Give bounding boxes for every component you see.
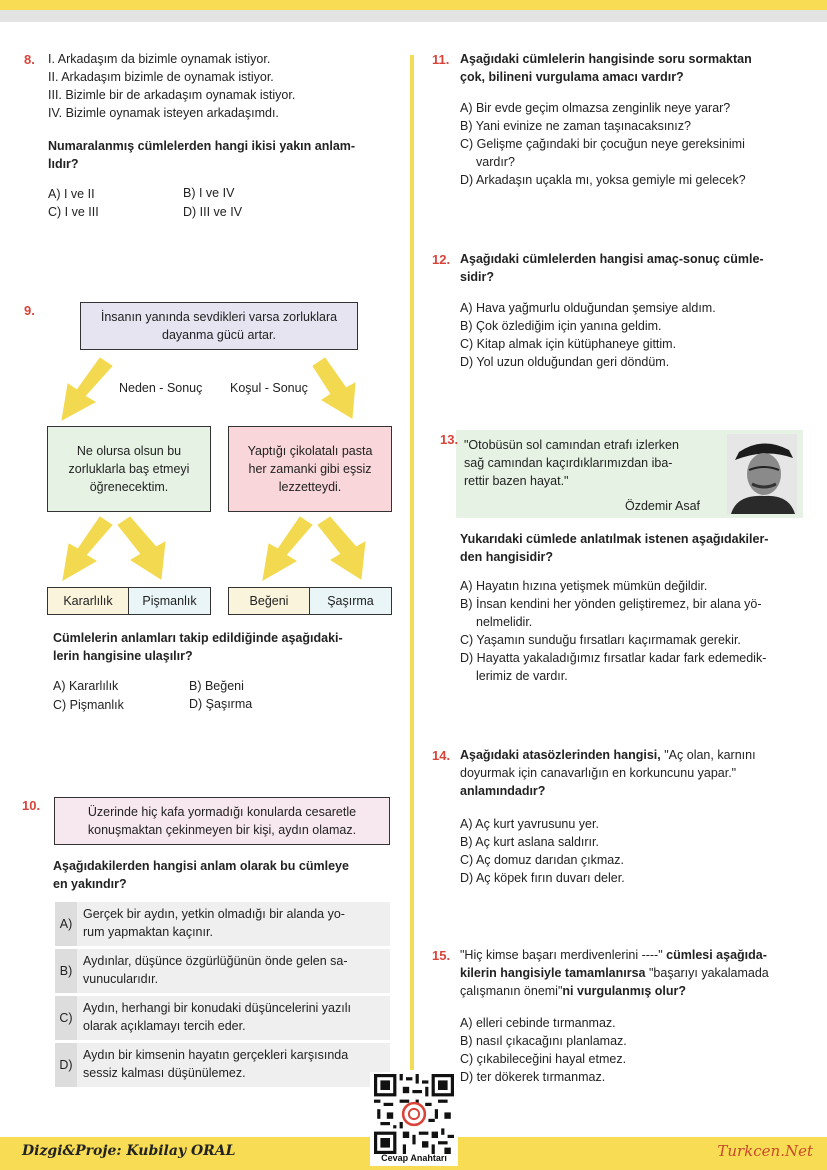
q13-quote-line-1: "Otobüsün sol camından etrafı izlerken [464, 438, 679, 452]
footer-credit: Dizgi&Proje: Kubilay ORAL [22, 1143, 236, 1159]
q11-options [460, 99, 746, 189]
q12-option-a[interactable]: A) Hava yağmurlu olduğundan şemsiye aldım. [460, 301, 716, 315]
q9-right-box-line-2: her zamanki gibi eşsiz [248, 462, 372, 476]
q14-option-c[interactable]: C) Aç domuz darıdan çıkmaz. [460, 853, 624, 867]
q9-top-box-line-1: İnsanın yanında sevdikleri varsa zorluklara [100, 310, 338, 324]
q11-option-b[interactable]: B) Yani evinize ne zaman taşınacaksınız? [460, 119, 691, 133]
q10-option-a[interactable] [55, 902, 390, 946]
q14-option-a[interactable]: A) Aç kurt yavrusunu yer. [460, 817, 599, 831]
q10-option-d-letter: D) [55, 1043, 77, 1087]
author-portrait-image [727, 434, 797, 514]
q13-question-line-2: den hangisidir? [460, 550, 554, 564]
q13-option-b-cont[interactable]: nelmelidir. [476, 615, 533, 629]
q8-option-d[interactable]: D) III ve IV [183, 205, 243, 219]
arrow-down-right-2 [118, 517, 165, 579]
q14-question-part-a: Aşağıdaki atasözlerinden hangisi, [460, 748, 661, 762]
q10-question [53, 857, 349, 893]
q9-arrows [0, 0, 410, 620]
q12-question-line-1: Aşağıdaki cümlelerden hangisi amaç-sonuç cümle- [460, 252, 764, 266]
q10-option-a-letter: A) [55, 902, 77, 946]
q10-option-b[interactable] [55, 949, 390, 993]
q9-question-line-1: Cümlelerin anlamları takip edildiğinde aşağıdaki- [53, 631, 343, 645]
q8-number: 8. [24, 52, 35, 67]
q11-number: 11. [432, 52, 450, 67]
q15-question-part-4: "başarıyı yakalamada [645, 966, 769, 980]
q13-author: Özdemir Asaf [625, 499, 701, 513]
q10-option-b-line-1: Aydınlar, düşünce özgürlüğünün önde gelen sa- [83, 954, 348, 968]
q11-question-line-1: Aşağıdaki cümlelerin hangisinde soru sormaktan [460, 52, 752, 66]
q10-option-c-line-1: Aydın, herhangi bir konudaki düşüncelerini yazılı [83, 1001, 351, 1015]
q14-options [460, 815, 625, 887]
q9-leaf-begeni: Beğeni [228, 587, 310, 615]
q9-option-b[interactable]: B) Beğeni [189, 679, 244, 693]
q15-option-a[interactable]: A) elleri cebinde tırmanmaz. [460, 1016, 616, 1030]
q10-statement-line-2: konuşmaktan çekinmeyen bir kişi, aydın olamaz. [87, 823, 357, 837]
q10-question-line-2: en yakındır? [53, 877, 127, 891]
q8-statement-3: III. Bizimle bir de arkadaşım oynamak istiyor. [48, 88, 296, 102]
q14-option-d[interactable]: D) Aç köpek fırın duvarı deler. [460, 871, 625, 885]
q10-question-line-1: Aşağıdakilerden hangisi anlam olarak bu cümleye [53, 859, 349, 873]
q9-top-box-line-2: dayanma gücü artar. [162, 328, 276, 342]
arrow-down-left-1 [62, 358, 112, 420]
q10-option-c[interactable] [55, 996, 390, 1040]
q9-right-box [228, 426, 392, 512]
q15-option-b[interactable]: B) nasıl çıkacağını planlamaz. [460, 1034, 627, 1048]
q8-option-b[interactable]: B) I ve IV [183, 186, 235, 200]
q15-option-d[interactable]: D) ter dökerek tırmanmaz. [460, 1070, 606, 1084]
q10-option-c-letter: C) [55, 996, 77, 1040]
q9-label-condition-effect: Koşul - Sonuç [230, 381, 308, 395]
q15-question-part-2: cümlesi aşağıda- [662, 948, 767, 962]
q11-option-a[interactable]: A) Bir evde geçim olmazsa zenginlik neye yarar? [460, 101, 731, 115]
q14-question-part-d: anlamındadır? [460, 784, 546, 798]
q15-question-part-1: "Hiç kimse başarı merdivenlerini ----" [460, 948, 663, 962]
arrow-down-left-2 [63, 517, 112, 580]
q10-statement-line-1: Üzerinde hiç kafa yormadığı konularda cesaretle [87, 805, 357, 819]
q10-option-b-line-2: vunucularıdır. [83, 972, 159, 986]
q10-option-d-line-2: sessiz kalması düşünülemez. [83, 1066, 246, 1080]
q10-option-b-letter: B) [55, 949, 77, 993]
q15-question-part-6: ni vurgulanmış olur? [562, 984, 687, 998]
q10-option-a-line-1: Gerçek bir aydın, yetkin olmadığı bir alanda yo- [83, 907, 345, 921]
q8-option-c[interactable]: C) I ve III [48, 205, 99, 219]
arrow-down-left-3 [263, 517, 312, 580]
q8-question-line-2: lıdır? [48, 157, 79, 171]
q9-left-box-line-3: öğrenecektim. [89, 480, 169, 494]
q9-number: 9. [24, 303, 35, 318]
q13-quote-line-3: rettir bazen hayat." [464, 474, 569, 488]
q11-question [460, 50, 752, 86]
q13-option-b[interactable]: B) İnsan kendini her yönden geliştiremez, bir alana yö- [460, 597, 762, 611]
qr-label: Cevap Anahtarı [381, 1153, 447, 1163]
q14-question-part-b: "Aç olan, karnını [664, 748, 756, 762]
q13-number: 13. [440, 432, 459, 447]
answer-key-qr[interactable] [370, 1072, 458, 1166]
q13-option-a[interactable]: A) Hayatın hızına yetişmek mümkün değildir. [460, 579, 708, 593]
q10-statement-box [54, 797, 390, 845]
q9-leaf-kararlilik: Kararlılık [47, 587, 129, 615]
q12-question [460, 250, 764, 286]
q9-question [53, 629, 343, 665]
q14-question-part-c: doyurmak için canavarlığın en korkuncunu yapar." [460, 766, 737, 780]
q9-left-box-line-2: zorluklarla baş etmeyi [68, 462, 190, 476]
q9-left-box [47, 426, 211, 512]
q9-option-d[interactable]: D) Şaşırma [189, 697, 253, 711]
column-divider [410, 55, 414, 1070]
q9-leaf-pismanlik: Pişmanlık [128, 587, 211, 615]
q13-option-c[interactable]: C) Yaşamın sunduğu fırsatları kaçırmamak gerekir. [460, 633, 741, 647]
q13-option-d[interactable]: D) Hayatta yakaladığımız fırsatlar kadar fark edemedik- [460, 651, 767, 665]
q9-option-a[interactable]: A) Kararlılık [53, 679, 119, 693]
q14-question [460, 746, 756, 800]
q12-option-b[interactable]: B) Çok özlediğim için yanına geldim. [460, 319, 662, 333]
q11-option-c[interactable]: C) Gelişme çağındaki bir çocuğun neye gereksinimi [460, 137, 745, 151]
q13-options [460, 577, 766, 685]
q10-option-d[interactable] [55, 1043, 390, 1087]
q9-option-c[interactable]: C) Pişmanlık [53, 698, 124, 712]
q10-option-a-line-2: rum yapmaktan kaçınır. [83, 925, 213, 939]
q15-question-part-5: çalışmanın önemi" [460, 984, 563, 998]
q9-leaf-sasirma: Şaşırma [309, 587, 392, 615]
q8-question-line-1: Numaralanmış cümlelerden hangi ikisi yakın anlam- [48, 139, 356, 153]
arrow-down-right-1 [313, 358, 355, 418]
q15-number: 15. [432, 948, 451, 963]
q8-statement-2: II. Arkadaşım bizimle de oynamak istiyor. [48, 70, 274, 84]
q8-statement-4: IV. Bizimle oynamak isteyen arkadaşımdı. [48, 106, 279, 120]
q10-option-d-line-1: Aydın bir kimsenin hayatın gerçekleri karşısında [83, 1048, 349, 1062]
q8-statement-1: I. Arkadaşım da bizimle oynamak istiyor. [48, 52, 271, 66]
q14-number: 14. [432, 748, 451, 763]
qr-code-icon [374, 1074, 454, 1154]
q12-question-line-2: sidir? [460, 270, 495, 284]
q13-question-line-1: Yukarıdaki cümlede anlatılmak istenen aşağıdakiler- [460, 532, 769, 546]
q11-option-d[interactable]: D) Arkadaşın uçakla mı, yoksa gemiyle mi gelecek? [460, 173, 746, 187]
q8-option-a[interactable]: A) I ve II [48, 187, 95, 201]
q12-number: 12. [432, 252, 451, 267]
q11-option-c-cont[interactable]: vardır? [476, 155, 515, 169]
q15-option-c[interactable]: C) çıkabileceğini hayal etmez. [460, 1052, 627, 1066]
q13-quote-line-2: sağ camından kaçırdıklarımızdan iba- [464, 456, 673, 470]
q9-question-line-2: lerin hangisine ulaşılır? [53, 649, 193, 663]
q11-question-line-2: çok, bilineni vurgulama amacı vardır? [460, 70, 684, 84]
q10-number: 10. [22, 798, 41, 813]
q14-option-b[interactable]: B) Aç kurt aslana saldırır. [460, 835, 599, 849]
q9-right-box-line-3: lezzetteydi. [278, 480, 342, 494]
q9-right-box-line-1: Yaptığı çikolatalı pasta [247, 444, 373, 458]
q15-options [460, 1014, 627, 1086]
q15-question-part-3: kilerin hangisiyle tamamlanırsa [460, 966, 646, 980]
q13-option-d-cont[interactable]: lerimiz de vardır. [476, 669, 568, 683]
q9-left-box-line-1: Ne olursa olsun bu [76, 444, 182, 458]
q12-option-d[interactable]: D) Yol uzun olduğundan geri döndüm. [460, 355, 670, 369]
q15-question [460, 946, 769, 1000]
q13-quote [464, 436, 679, 490]
q12-option-c[interactable]: C) Kitap almak için kütüphaneye gittim. [460, 337, 677, 351]
q13-question [460, 530, 768, 566]
q9-label-cause-effect: Neden - Sonuç [119, 381, 203, 395]
footer-brand-logo: Turkcen.Net [717, 1142, 813, 1160]
q12-options [460, 299, 716, 371]
q10-option-c-line-2: olarak açıklamayı tercih eder. [83, 1019, 246, 1033]
arrow-down-right-3 [318, 517, 365, 579]
